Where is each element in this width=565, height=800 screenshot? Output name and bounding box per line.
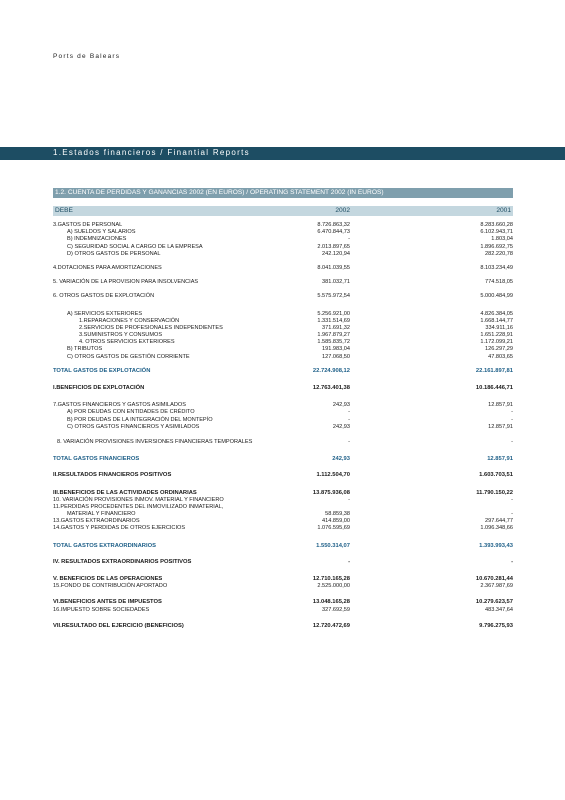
row-label: 10. VARIACIÓN PROVISIONES INMOV. MATERIAL Y FINANCIERO <box>53 496 224 503</box>
value-2001: 334.911,16 <box>485 324 513 331</box>
row-label: 6. OTROS GASTOS DE EXPLOTACIÓN <box>53 293 155 300</box>
row-label: V. BENEFICIOS DE LAS OPERACIONES <box>53 576 163 582</box>
row-label: 3.GASTOS DE PERSONAL <box>53 222 123 228</box>
row-label: TOTAL GASTOS FINANCIEROS <box>53 456 140 463</box>
value-2001: 1.603.703,51 <box>479 472 513 479</box>
table-row <box>53 385 513 392</box>
table-row <box>53 599 513 606</box>
value-2002: 12.763.401,38 <box>312 385 350 391</box>
row-label: II.RESULTADOS FINANCIEROS POSITIVOS <box>53 472 172 479</box>
table-row <box>53 525 513 532</box>
table-row <box>53 318 513 325</box>
value-2001: - <box>511 558 513 565</box>
row-label: 13.GASTOS EXTRAORDINARIOS <box>53 518 140 525</box>
value-2002: - <box>348 236 350 243</box>
table-header <box>53 206 513 216</box>
row-label: 3.SUMINISTROS Y CONSUMOS <box>79 332 163 339</box>
row-label: 11.PERDIDAS PROCEDENTES DEL INMOVILIZADO INMATERIAL, <box>53 503 224 510</box>
value-2001: 4.826.384,05 <box>480 310 513 317</box>
table-row <box>53 293 513 300</box>
row-label: 5. VARIACIÓN DE LA PROVISION PARA INSOLVENCIAS <box>53 279 199 286</box>
table-row <box>53 518 513 525</box>
value-2001: 1.803,04 <box>491 236 513 243</box>
value-2001: 8.103.234,49 <box>480 264 513 271</box>
row-label: 15.FONDO DE CONTRIBUCIÓN APORTADO <box>53 583 168 590</box>
row-label: 2.SERVICIOS DE PROFESIONALES INDEPENDIENTES <box>79 324 223 331</box>
row-label: 8. VARIACIÓN PROVISIONES INVERSIONES FINANCIERAS TEMPORALES <box>57 438 253 445</box>
row-label: 4.DOTACIONES PARA AMORTIZACIONES <box>53 264 162 271</box>
value-2002: 127.068,50 <box>322 353 350 360</box>
value-2002: 1.585.835,72 <box>317 339 350 346</box>
value-2002: 242,93 <box>332 423 350 430</box>
table-row <box>53 332 513 339</box>
value-2001: 12.857,91 <box>487 456 513 463</box>
operating-statement-table <box>53 188 513 630</box>
table-row <box>53 409 513 416</box>
value-2001: 2.367.987,69 <box>480 583 513 590</box>
row-label: VII.RESULTADO DEL EJERCICIO (BENEFICIOS) <box>53 622 184 629</box>
row-label: C) OTROS GASTOS DE GESTIÓN CORRIENTE <box>67 353 190 360</box>
row-label: 4. OTROS SERVICIOS EXTERIORES <box>79 339 175 346</box>
value-2002: 242.120,94 <box>322 250 350 257</box>
value-2002: 12.710.165,28 <box>312 576 350 582</box>
table-row <box>53 456 513 463</box>
row-label: C) SEGURIDAD SOCIAL A CARGO DE LA EMPRESA <box>67 243 203 250</box>
column-header-2002: 2002 <box>335 207 350 214</box>
row-label: A) SERVICIOS EXTERIORES <box>67 310 143 317</box>
value-2002: 2.525.000,00 <box>317 583 350 590</box>
row-label: B) POR DEUDAS DE LA INTEGRACIÓN DEL MONTEPÍO <box>67 416 213 423</box>
table-row <box>53 559 513 566</box>
value-2002: - <box>348 438 350 445</box>
row-label: D) OTROS GASTOS DE PERSONAL <box>67 250 161 257</box>
table-row <box>53 346 513 353</box>
value-2002: 242,93 <box>332 456 350 463</box>
brand-name: Ports de Balears <box>53 53 121 60</box>
table-row <box>53 504 513 511</box>
row-label: III.BENEFICIOS DE LAS ACTIVIDADES ORDINARIAS <box>53 489 197 496</box>
value-2002: 12.720.472,69 <box>312 622 350 629</box>
row-label: VI.BENEFICIOS ANTES DE IMPUESTOS <box>53 599 162 606</box>
table-row <box>53 623 513 630</box>
value-2001: 1.896.692,75 <box>480 243 513 250</box>
value-2001: 10.279.623,57 <box>475 599 513 606</box>
table-row <box>53 490 513 497</box>
value-2002: 242,93 <box>332 402 350 409</box>
row-label: C) OTROS GASTOS FINANCIEROS Y ASIMILADOS <box>67 423 200 430</box>
value-2001: 1.651.228,91 <box>480 332 513 339</box>
value-2002: 414.859,00 <box>322 518 350 525</box>
row-label: 16.IMPUESTO SOBRE SOCIEDADES <box>53 606 150 613</box>
table-row <box>53 439 513 446</box>
value-2001: 1.096.348,66 <box>480 525 513 532</box>
value-2001: 22.161.897,81 <box>475 367 513 374</box>
value-2001: 483.347,64 <box>485 606 513 613</box>
value-2001: - <box>511 438 513 445</box>
table-row <box>53 339 513 346</box>
table-row <box>53 417 513 424</box>
value-2002: 1.076.595,69 <box>317 525 350 532</box>
value-2001: 12.857,91 <box>488 402 513 409</box>
value-2001: 10.186.446,71 <box>475 385 513 391</box>
value-2002: 327.692,59 <box>322 606 350 613</box>
value-2001: 6.102.943,71 <box>480 229 513 236</box>
table-row <box>53 251 513 258</box>
value-2002: - <box>348 416 350 423</box>
value-2002: 8.041.039,55 <box>317 264 350 271</box>
value-2001: 126.297,29 <box>485 346 513 353</box>
value-2002: 6.470.844,73 <box>317 229 350 236</box>
value-2001: 11.790.150,22 <box>476 489 513 496</box>
value-2001: - <box>511 511 513 518</box>
table-row <box>53 497 513 504</box>
value-2001: 1.172.099,21 <box>480 339 513 346</box>
column-header-2001: 2001 <box>496 207 511 214</box>
table-row <box>53 236 513 243</box>
value-2001: 47.803,65 <box>488 353 513 360</box>
row-label: A) SUELDOS Y SALARIOS <box>67 229 136 236</box>
value-2002: 1.550.314,07 <box>316 542 350 549</box>
table-row <box>53 222 513 229</box>
value-2002: 13.048.165,28 <box>312 599 350 606</box>
table-row <box>53 607 513 614</box>
table-row <box>53 583 513 590</box>
table-row <box>53 244 513 251</box>
value-2001: 5.000.484,99 <box>480 293 513 300</box>
value-2001: 9.796.275,93 <box>479 622 513 629</box>
value-2002: 2.013.897,65 <box>317 243 350 250</box>
row-label: 1.REPARACIONES Y CONSERVACIÓN <box>79 317 180 324</box>
value-2002: 191.983,04 <box>322 346 350 353</box>
value-2002: - <box>348 409 350 416</box>
value-2001: - <box>511 409 513 416</box>
row-label: 14.GASTOS Y PERDIDAS DE OTROS EJERCICIOS <box>53 525 186 532</box>
row-label: TOTAL GASTOS EXTRAORDINARIOS <box>53 542 156 549</box>
row-label: B) INDEMNIZACIONES <box>67 236 127 243</box>
table-row <box>53 368 513 375</box>
table-row <box>53 543 513 550</box>
row-label: IV. RESULTADOS EXTRAORDINARIOS POSITIVOS <box>53 558 192 565</box>
table-row <box>53 472 513 479</box>
value-2001: 12.857,91 <box>488 423 513 430</box>
row-label: I.BENEFICIOS DE EXPLOTACIÓN <box>53 385 145 391</box>
value-2001: 1.668.144,77 <box>480 317 513 324</box>
row-label: A) POR DEUDAS CON ENTIDADES DE CRÉDITO <box>67 409 195 416</box>
value-2002: 1.967.879,27 <box>317 332 350 339</box>
value-2001: - <box>511 416 513 423</box>
value-2001: 282.220,78 <box>485 250 513 257</box>
value-2002: 13.875.936,08 <box>312 489 350 496</box>
table-row <box>53 229 513 236</box>
value-2002: 5.256.921,00 <box>317 310 350 317</box>
value-2002: 58.859,38 <box>325 511 350 518</box>
value-2001: 8.283.660,28 <box>480 222 513 228</box>
value-2001: 1.393.993,43 <box>479 542 513 549</box>
table-row <box>53 511 513 518</box>
table-body <box>53 222 513 630</box>
table-row <box>53 325 513 332</box>
table-row <box>53 279 513 286</box>
section-title: 1.Estados financieros / Finantial Reports <box>53 148 250 157</box>
value-2002: 1.331.514,69 <box>317 317 350 324</box>
row-label: B) TRIBUTOS <box>67 346 103 353</box>
value-2001: - <box>511 496 513 503</box>
table-row <box>53 311 513 318</box>
value-2002: 371.691,32 <box>322 324 350 331</box>
column-header-debe: DEBE <box>55 207 73 214</box>
table-title: 1.2. CUENTA DE PERDIDAS Y GANANCIAS 2002 (EN EUROS) / OPERATING STATEMENT 2002 (IN EUROS) <box>53 188 513 198</box>
value-2001: 10.670.281,44 <box>475 576 513 582</box>
table-row <box>53 354 513 361</box>
section-band <box>0 147 565 160</box>
value-2002: 8.726.863,32 <box>317 222 350 228</box>
table-row <box>53 265 513 272</box>
value-2002: - <box>348 496 350 503</box>
value-2001: 297.644,77 <box>485 518 513 525</box>
row-label: TOTAL GASTOS DE EXPLOTACIÓN <box>53 367 151 374</box>
value-2002: - <box>348 558 350 565</box>
value-2002: 381.032,71 <box>322 279 350 286</box>
value-2002: 5.575.972,54 <box>317 293 350 300</box>
table-row <box>53 424 513 431</box>
value-2002: 22.724.908,12 <box>312 367 350 374</box>
value-2002: 1.112.504,70 <box>316 472 350 479</box>
row-label: MATERIAL Y FINANCIERO <box>67 511 136 518</box>
value-2001: 774.518,05 <box>485 279 513 286</box>
row-label: 7.GASTOS FINANCIEROS Y GASTOS ASIMILADOS <box>53 402 186 409</box>
